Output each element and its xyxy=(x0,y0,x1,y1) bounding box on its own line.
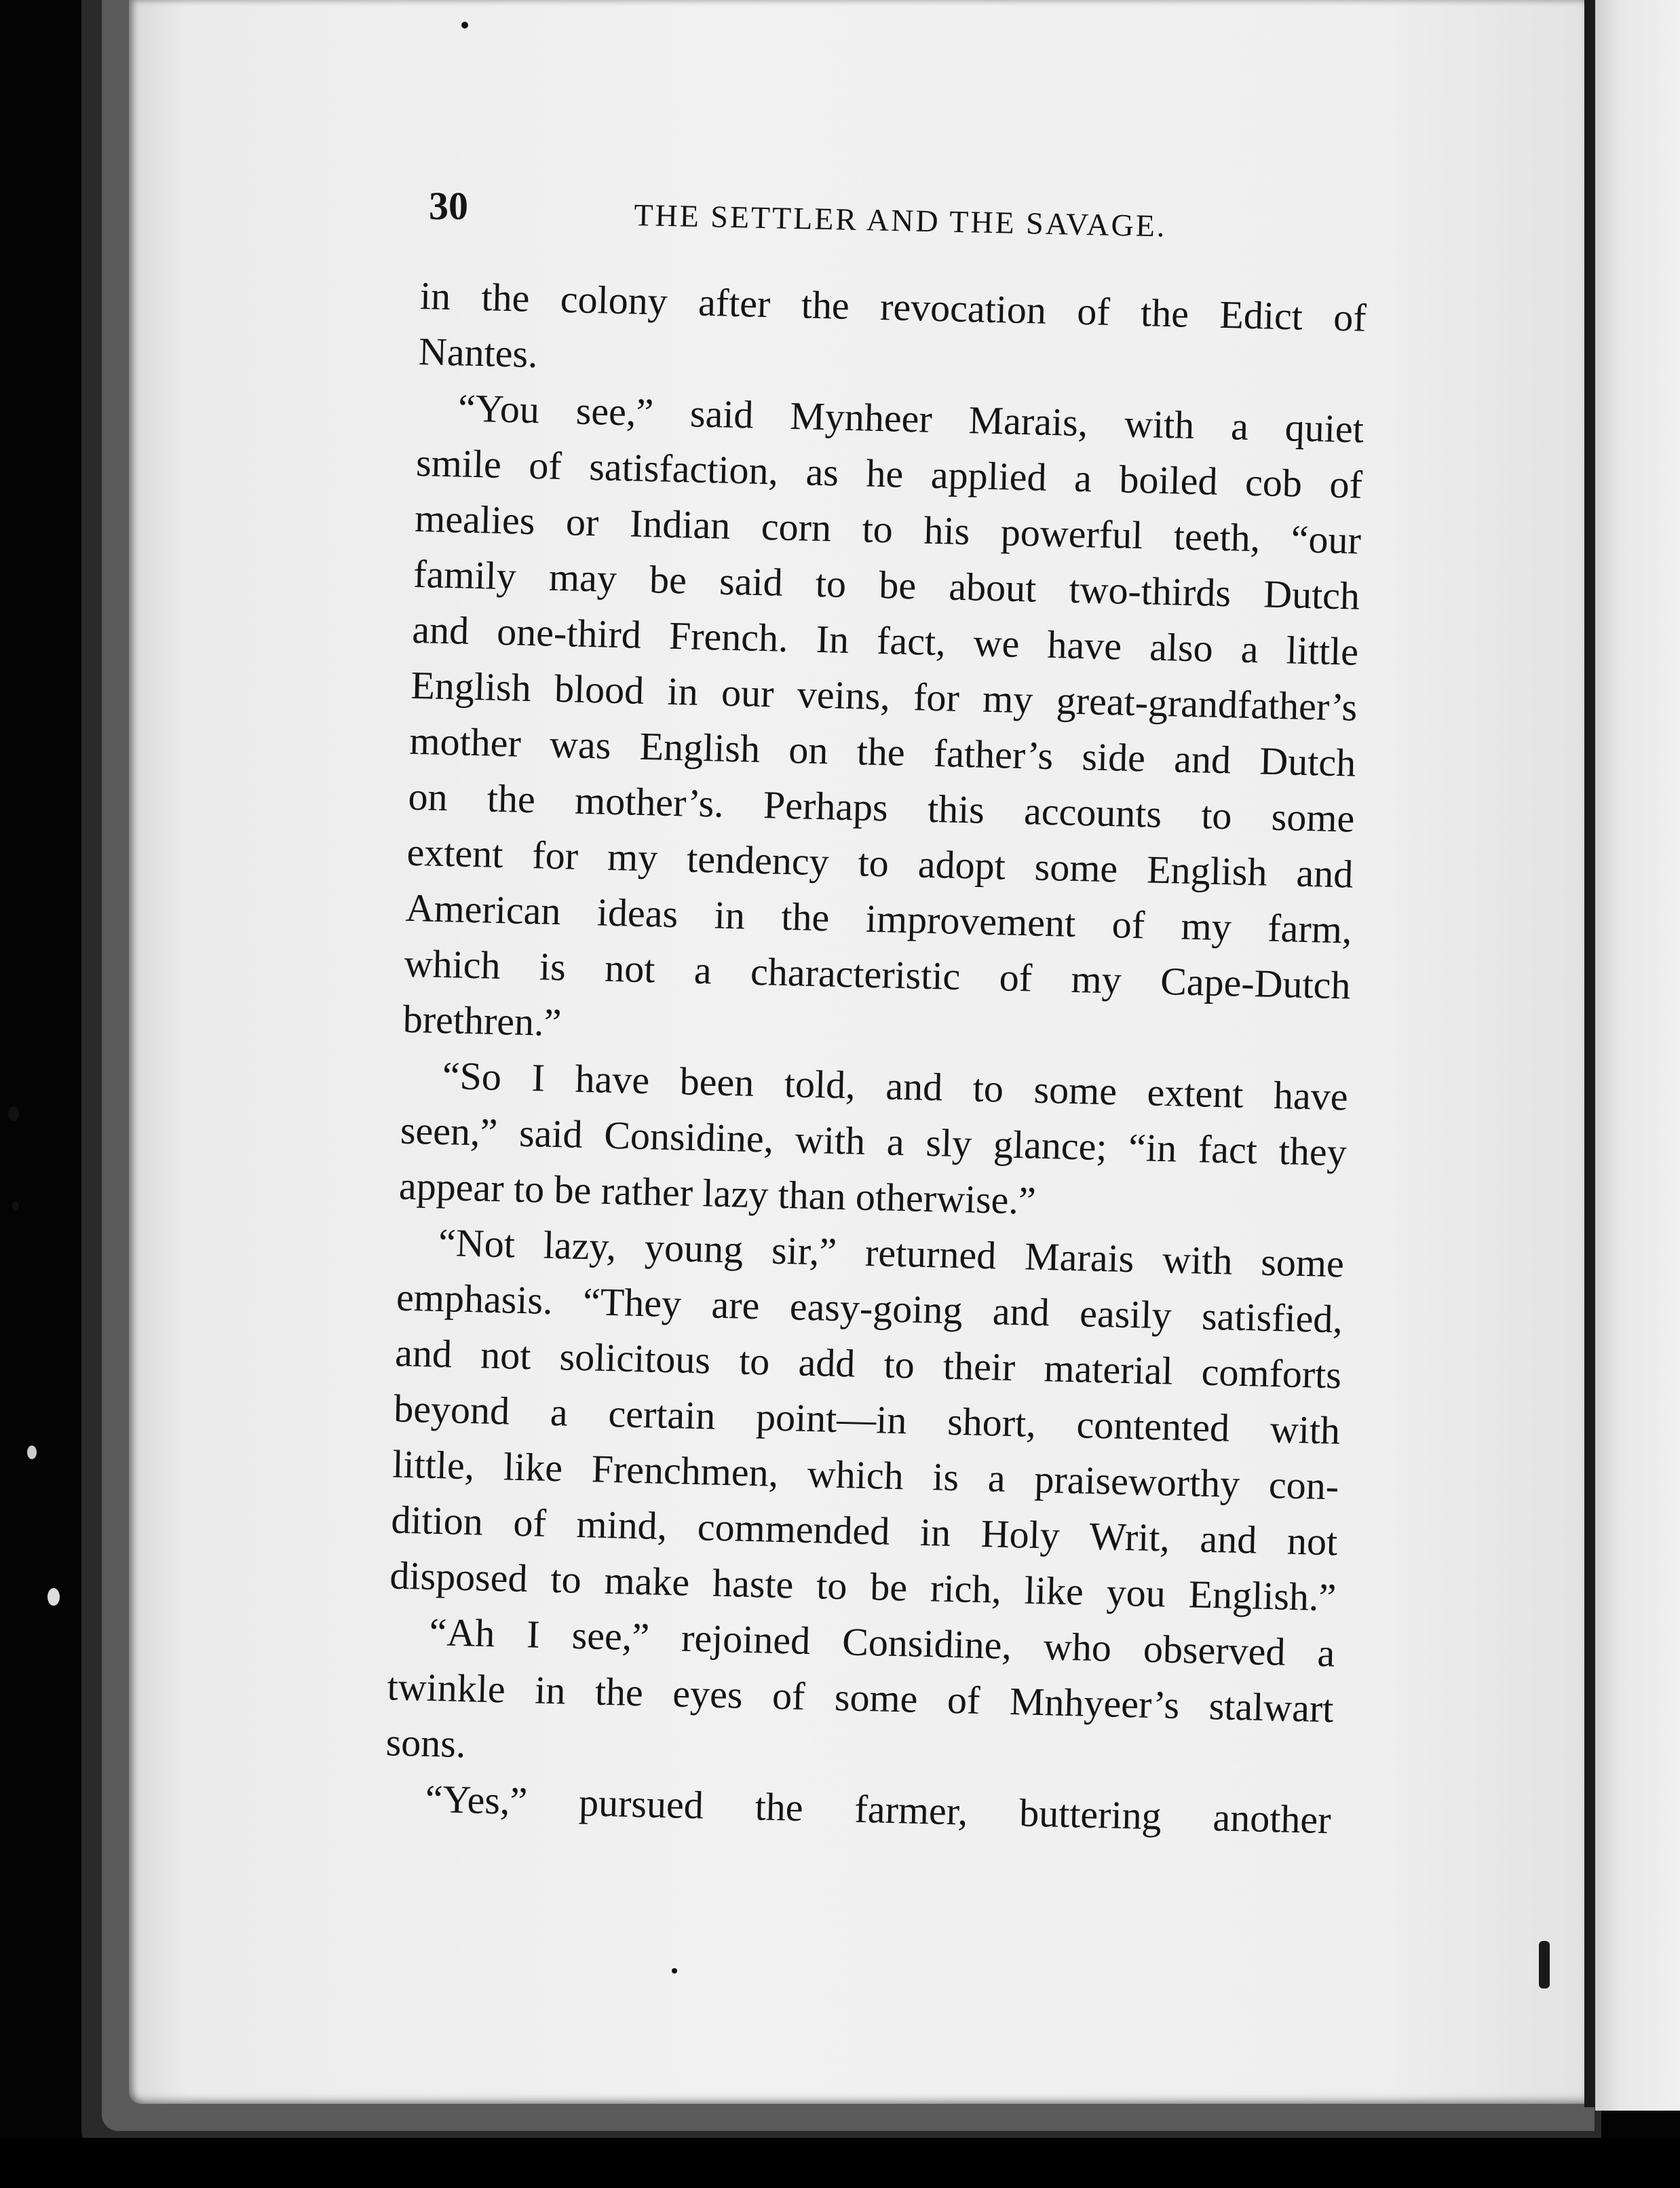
book-gutter xyxy=(1584,0,1595,2107)
text-line: little, like Frenchmen, which is a praiseworthy con- xyxy=(392,1441,1339,1509)
text-line: “So I have been told, and to some extent have xyxy=(442,1053,1349,1119)
text-line: English blood in our veins, for my great-grandfather’s xyxy=(410,662,1358,730)
dust-speck xyxy=(461,22,468,29)
facing-page-edge xyxy=(1595,0,1680,2111)
text-line: which is not a characteristic of my Cape-Dutch xyxy=(404,941,1352,1008)
dust-speck xyxy=(12,1201,19,1211)
text-line: “Yes,” pursued the farmer, buttering another xyxy=(425,1776,1332,1843)
text-line: “You see,” said Mynheer Marais, with a quiet xyxy=(457,385,1364,451)
text-line: and one-third French. In fact, we have also a little xyxy=(411,607,1359,674)
text-line: smile of satisfaction, as he applied a boiled cob of xyxy=(415,440,1363,507)
bottom-shadow xyxy=(0,2138,1680,2188)
text-line: brethren.” xyxy=(402,996,562,1045)
dust-speck xyxy=(672,1968,677,1974)
text-line: on the mother’s. Perhaps this accounts to some xyxy=(407,774,1356,841)
running-title: THE SETTLER AND THE SAVAGE. xyxy=(633,197,1167,244)
text-line: twinkle in the eyes of some of Mnhyeer’s stalwart xyxy=(386,1664,1335,1731)
body-text xyxy=(384,268,1367,1848)
dust-speck xyxy=(47,1588,60,1606)
text-line: in the colony after the revocation of the Edict of xyxy=(419,273,1367,340)
text-line: disposed to make haste to be rich, like you English.” xyxy=(389,1553,1337,1620)
dust-speck xyxy=(8,1106,19,1121)
text-line: beyond a certain point—in short, contented with xyxy=(393,1386,1341,1453)
text-line: American ideas in the improvement of my farm, xyxy=(405,885,1353,952)
text-line: family may be said to be about two-thirds Dutch xyxy=(413,551,1360,618)
text-line: “Ah I see,” rejoined Considine, who observed a xyxy=(428,1609,1336,1676)
page-number: 30 xyxy=(429,184,468,228)
text-line: seen,” said Considine, with a sly glance; “in fact they xyxy=(400,1108,1348,1175)
dust-speck xyxy=(27,1446,37,1459)
text-line: dition of mind, commended in Holy Writ, and not xyxy=(390,1497,1338,1564)
text-line: sons. xyxy=(385,1720,467,1767)
text-line: appear to be rather lazy than otherwise.” xyxy=(398,1163,1037,1223)
text-line: extent for my tendency to adopt some English and xyxy=(406,829,1354,897)
text-line: Nantes. xyxy=(418,328,539,377)
text-line: “Not lazy, young sir,” returned Marais with some xyxy=(438,1220,1345,1286)
dust-speck xyxy=(1539,1941,1550,1988)
text-line: mother was English on the father’s side and Dutch xyxy=(408,718,1356,785)
text-line: and not solicitous to add to their material comforts xyxy=(394,1330,1342,1397)
text-line: mealies or Indian corn to his powerful teeth, “our xyxy=(414,495,1362,563)
text-line: emphasis. “They are easy-going and easily satisfied, xyxy=(396,1275,1343,1342)
